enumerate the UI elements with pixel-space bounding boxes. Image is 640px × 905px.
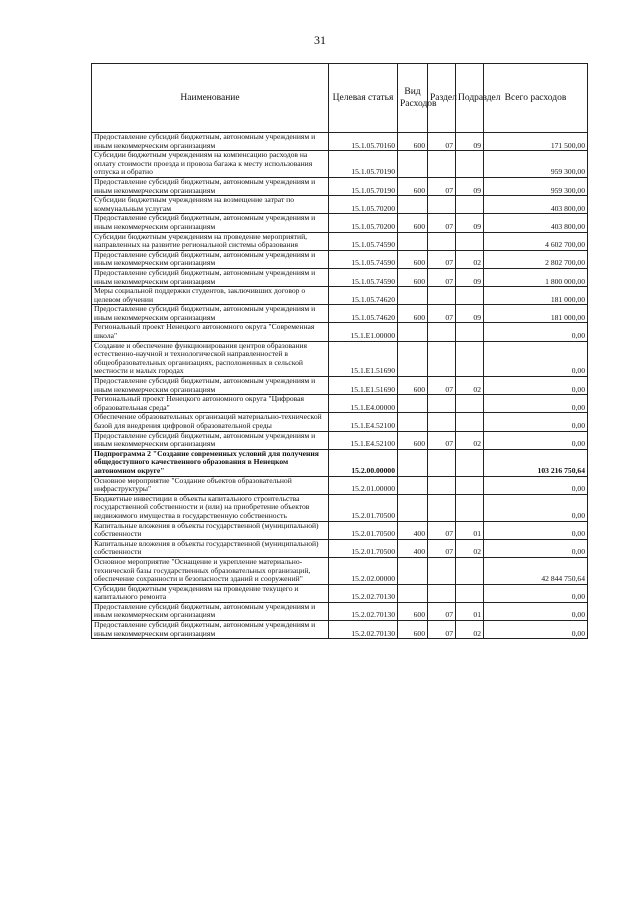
row-code-cell: 15.1.05.70160: [329, 133, 398, 151]
row-pr-cell: [456, 323, 484, 341]
row-code-cell: 15.1.E1.51690: [329, 377, 398, 395]
row-rz-cell: 07: [428, 177, 456, 195]
row-pr-cell: [456, 287, 484, 305]
row-name-cell: Предоставление субсидий бюджетным, автономным учреждениям и иным некоммерческим организациям: [92, 250, 329, 268]
row-vr-cell: 600: [398, 250, 428, 268]
row-code-cell: 15.2.02.00000: [329, 557, 398, 584]
row-sum-cell: 0,00: [484, 602, 588, 620]
row-vr-cell: [398, 151, 428, 178]
row-code-cell: 15.1.05.74590: [329, 268, 398, 286]
table-row: [92, 305, 588, 323]
row-rz-cell: 07: [428, 377, 456, 395]
row-rz-cell: [428, 413, 456, 431]
row-sum-cell: 959 300,00: [484, 151, 588, 178]
row-code-cell: 15.1.05.74590: [329, 232, 398, 250]
row-vr-cell: 400: [398, 539, 428, 557]
row-rz-cell: [428, 196, 456, 214]
row-sum-cell: 181 000,00: [484, 305, 588, 323]
row-pr-cell: 02: [456, 377, 484, 395]
row-pr-cell: [456, 196, 484, 214]
table-row: [92, 494, 588, 521]
row-code-cell: 15.1.05.74620: [329, 287, 398, 305]
header-pr: Подраздел: [456, 64, 484, 133]
row-pr-cell: [456, 341, 484, 376]
row-name-cell: Предоставление субсидий бюджетным, автономным учреждениям и иным некоммерческим организациям: [92, 305, 329, 323]
table-row: [92, 476, 588, 494]
row-sum-cell: 0,00: [484, 584, 588, 602]
row-pr-cell: [456, 232, 484, 250]
row-vr-cell: [398, 287, 428, 305]
row-pr-cell: 09: [456, 177, 484, 195]
table-row: [92, 177, 588, 195]
row-pr-cell: [456, 449, 484, 476]
table-row: [92, 377, 588, 395]
row-name-cell: Предоставление субсидий бюджетным, автономным учреждениям и иным некоммерческим организациям: [92, 268, 329, 286]
row-sum-cell: 4 602 700,00: [484, 232, 588, 250]
row-rz-cell: 07: [428, 521, 456, 539]
row-pr-cell: [456, 151, 484, 178]
table-row: [92, 602, 588, 620]
row-name-cell: Предоставление субсидий бюджетным, автономным учреждениям и иным некоммерческим организациям: [92, 214, 329, 232]
row-code-cell: 15.1.05.70190: [329, 177, 398, 195]
row-pr-cell: 02: [456, 250, 484, 268]
row-pr-cell: [456, 395, 484, 413]
row-vr-cell: 600: [398, 431, 428, 449]
row-rz-cell: [428, 476, 456, 494]
row-code-cell: 15.2.02.70130: [329, 602, 398, 620]
header-rz: Раздел: [428, 64, 456, 133]
row-name-cell: Предоставление субсидий бюджетным, автономным учреждениям и иным некоммерческим организациям: [92, 621, 329, 639]
table-row: [92, 268, 588, 286]
table-row: [92, 413, 588, 431]
row-vr-cell: 600: [398, 377, 428, 395]
row-pr-cell: [456, 584, 484, 602]
row-code-cell: 15.1.E4.52100: [329, 413, 398, 431]
row-pr-cell: [456, 413, 484, 431]
row-rz-cell: 07: [428, 305, 456, 323]
row-rz-cell: 07: [428, 539, 456, 557]
row-sum-cell: 0,00: [484, 413, 588, 431]
row-sum-cell: 0,00: [484, 431, 588, 449]
row-vr-cell: 400: [398, 521, 428, 539]
row-code-cell: 15.1.05.70200: [329, 214, 398, 232]
table-row: [92, 133, 588, 151]
row-name-cell: Предоставление субсидий бюджетным, автономным учреждениям и иным некоммерческим организациям: [92, 431, 329, 449]
table-row: [92, 395, 588, 413]
budget-table: [91, 63, 588, 639]
row-code-cell: 15.1.05.74620: [329, 305, 398, 323]
row-sum-cell: 103 216 750,64: [484, 449, 588, 476]
row-rz-cell: [428, 323, 456, 341]
row-name-cell: Основное мероприятие "Оснащение и укрепление материально-технической базы государственных образовательных организаций, обеспечение сохранности и безопасности зданий и сооружений": [92, 557, 329, 584]
row-rz-cell: [428, 557, 456, 584]
row-vr-cell: 600: [398, 305, 428, 323]
row-sum-cell: 0,00: [484, 494, 588, 521]
row-rz-cell: [428, 584, 456, 602]
row-name-cell: Субсидии бюджетным учреждениям на возмещение затрат по коммунальным услугам: [92, 196, 329, 214]
row-rz-cell: 07: [428, 621, 456, 639]
row-pr-cell: 09: [456, 305, 484, 323]
row-pr-cell: 09: [456, 133, 484, 151]
row-rz-cell: 07: [428, 250, 456, 268]
row-name-cell: Подпрограмма 2 "Создание современных условий для получения общедоступного качественного образования в Ненецком автономном округе": [92, 449, 329, 476]
row-sum-cell: 171 500,00: [484, 133, 588, 151]
row-sum-cell: 403 800,00: [484, 196, 588, 214]
row-code-cell: 15.1.E1.51690: [329, 341, 398, 376]
row-code-cell: 15.2.02.70130: [329, 621, 398, 639]
row-pr-cell: 09: [456, 214, 484, 232]
row-name-cell: Предоставление субсидий бюджетным, автономным учреждениям и иным некоммерческим организациям: [92, 177, 329, 195]
row-code-cell: 15.1.05.70200: [329, 196, 398, 214]
header-vr: Вид Расходов: [398, 64, 428, 133]
row-name-cell: Предоставление субсидий бюджетным, автономным учреждениям и иным некоммерческим организациям: [92, 133, 329, 151]
page-number: 31: [314, 33, 326, 47]
row-name-cell: Субсидии бюджетным учреждениям на проведение мероприятий, направленных на развитие региональной системы образования: [92, 232, 329, 250]
row-name-cell: Создание и обеспечение функционирования центров образования естественно-научной и технологической направленностей в общеобразовательных организациях, расположенных в сельской местности и малых городах: [92, 341, 329, 376]
row-sum-cell: 0,00: [484, 476, 588, 494]
row-rz-cell: [428, 287, 456, 305]
row-sum-cell: 959 300,00: [484, 177, 588, 195]
header-name: Наименование: [92, 64, 329, 133]
row-code-cell: 15.1.05.74590: [329, 250, 398, 268]
row-pr-cell: 01: [456, 602, 484, 620]
row-sum-cell: 0,00: [484, 621, 588, 639]
row-vr-cell: [398, 413, 428, 431]
row-vr-cell: [398, 557, 428, 584]
row-vr-cell: 600: [398, 602, 428, 620]
row-sum-cell: 0,00: [484, 341, 588, 376]
table-row: [92, 584, 588, 602]
row-code-cell: 15.2.01.00000: [329, 476, 398, 494]
row-code-cell: 15.2.01.70500: [329, 521, 398, 539]
row-sum-cell: 2 802 700,00: [484, 250, 588, 268]
row-rz-cell: [428, 341, 456, 376]
row-vr-cell: 600: [398, 621, 428, 639]
row-vr-cell: [398, 395, 428, 413]
row-sum-cell: 403 800,00: [484, 214, 588, 232]
table-row: [92, 521, 588, 539]
row-sum-cell: 0,00: [484, 377, 588, 395]
row-sum-cell: 1 800 000,00: [484, 268, 588, 286]
table-row: [92, 214, 588, 232]
table-row: [92, 341, 588, 376]
row-sum-cell: 0,00: [484, 395, 588, 413]
row-name-cell: Региональный проект Ненецкого автономного округа "Цифровая образовательная среда": [92, 395, 329, 413]
row-rz-cell: 07: [428, 133, 456, 151]
row-pr-cell: 09: [456, 268, 484, 286]
row-vr-cell: [398, 494, 428, 521]
row-rz-cell: 07: [428, 602, 456, 620]
row-vr-cell: [398, 232, 428, 250]
row-vr-cell: [398, 449, 428, 476]
row-vr-cell: [398, 476, 428, 494]
row-rz-cell: [428, 395, 456, 413]
row-sum-cell: 42 844 750,64: [484, 557, 588, 584]
row-sum-cell: 0,00: [484, 521, 588, 539]
row-vr-cell: 600: [398, 268, 428, 286]
row-rz-cell: [428, 449, 456, 476]
row-code-cell: 15.1.05.70190: [329, 151, 398, 178]
row-rz-cell: 07: [428, 268, 456, 286]
row-name-cell: Основное мероприятие "Создание объектов образовательной инфраструктуры": [92, 476, 329, 494]
table-row: [92, 449, 588, 476]
row-name-cell: Капитальные вложения в объекты государственной (муниципальной) собственности: [92, 539, 329, 557]
row-pr-cell: [456, 476, 484, 494]
header-code: Целевая статья: [329, 64, 398, 133]
table-row: [92, 557, 588, 584]
row-rz-cell: 07: [428, 214, 456, 232]
row-name-cell: Предоставление субсидий бюджетным, автономным учреждениям и иным некоммерческим организациям: [92, 602, 329, 620]
header-sum: Всего расходов: [484, 64, 588, 133]
row-code-cell: 15.2.01.70500: [329, 494, 398, 521]
row-name-cell: Обеспечение образовательных организаций материально-технической базой для внедрения цифровой образовательной среды: [92, 413, 329, 431]
row-vr-cell: [398, 323, 428, 341]
row-name-cell: Предоставление субсидий бюджетным, автономным учреждениям и иным некоммерческим организациям: [92, 377, 329, 395]
row-name-cell: Региональный проект Ненецкого автономного округа "Современная школа": [92, 323, 329, 341]
row-pr-cell: 01: [456, 521, 484, 539]
row-code-cell: 15.1.E4.52100: [329, 431, 398, 449]
row-code-cell: 15.1.E4.00000: [329, 395, 398, 413]
table-row: [92, 250, 588, 268]
row-pr-cell: 02: [456, 539, 484, 557]
row-name-cell: Бюджетные инвестиции в объекты капитального строительства государственной собственности и (или) на приобретение объектов недвижимого имущества в государственную собственность: [92, 494, 329, 521]
row-pr-cell: 02: [456, 621, 484, 639]
table-row: [92, 287, 588, 305]
table-row: [92, 232, 588, 250]
row-sum-cell: 0,00: [484, 323, 588, 341]
row-pr-cell: [456, 557, 484, 584]
row-name-cell: Субсидии бюджетным учреждениям на проведение текущего и капитального ремонта: [92, 584, 329, 602]
row-code-cell: 15.1.E1.00000: [329, 323, 398, 341]
row-code-cell: 15.2.02.70130: [329, 584, 398, 602]
row-name-cell: Меры социальной поддержки студентов, заключивших договор о целевом обучении: [92, 287, 329, 305]
row-pr-cell: [456, 494, 484, 521]
table-row: [92, 196, 588, 214]
row-rz-cell: 07: [428, 431, 456, 449]
row-sum-cell: 0,00: [484, 539, 588, 557]
row-vr-cell: [398, 584, 428, 602]
row-rz-cell: [428, 151, 456, 178]
row-code-cell: 15.2.01.70500: [329, 539, 398, 557]
table-body: [92, 133, 588, 639]
row-rz-cell: [428, 232, 456, 250]
row-vr-cell: 600: [398, 177, 428, 195]
table-row: [92, 323, 588, 341]
table-header: [92, 64, 588, 133]
row-sum-cell: 181 000,00: [484, 287, 588, 305]
row-rz-cell: [428, 494, 456, 521]
row-pr-cell: 02: [456, 431, 484, 449]
table-row: [92, 431, 588, 449]
table-row: [92, 151, 588, 178]
row-name-cell: Субсидии бюджетным учреждениям на компенсацию расходов на оплату стоимости проезда и провоза багажа к месту использования отпуска и обратно: [92, 151, 329, 178]
table-row: [92, 621, 588, 639]
row-vr-cell: 600: [398, 133, 428, 151]
row-vr-cell: 600: [398, 214, 428, 232]
row-vr-cell: [398, 341, 428, 376]
table-row: [92, 539, 588, 557]
row-code-cell: 15.2.00.00000: [329, 449, 398, 476]
row-name-cell: Капитальные вложения в объекты государственной (муниципальной) собственности: [92, 521, 329, 539]
row-vr-cell: [398, 196, 428, 214]
